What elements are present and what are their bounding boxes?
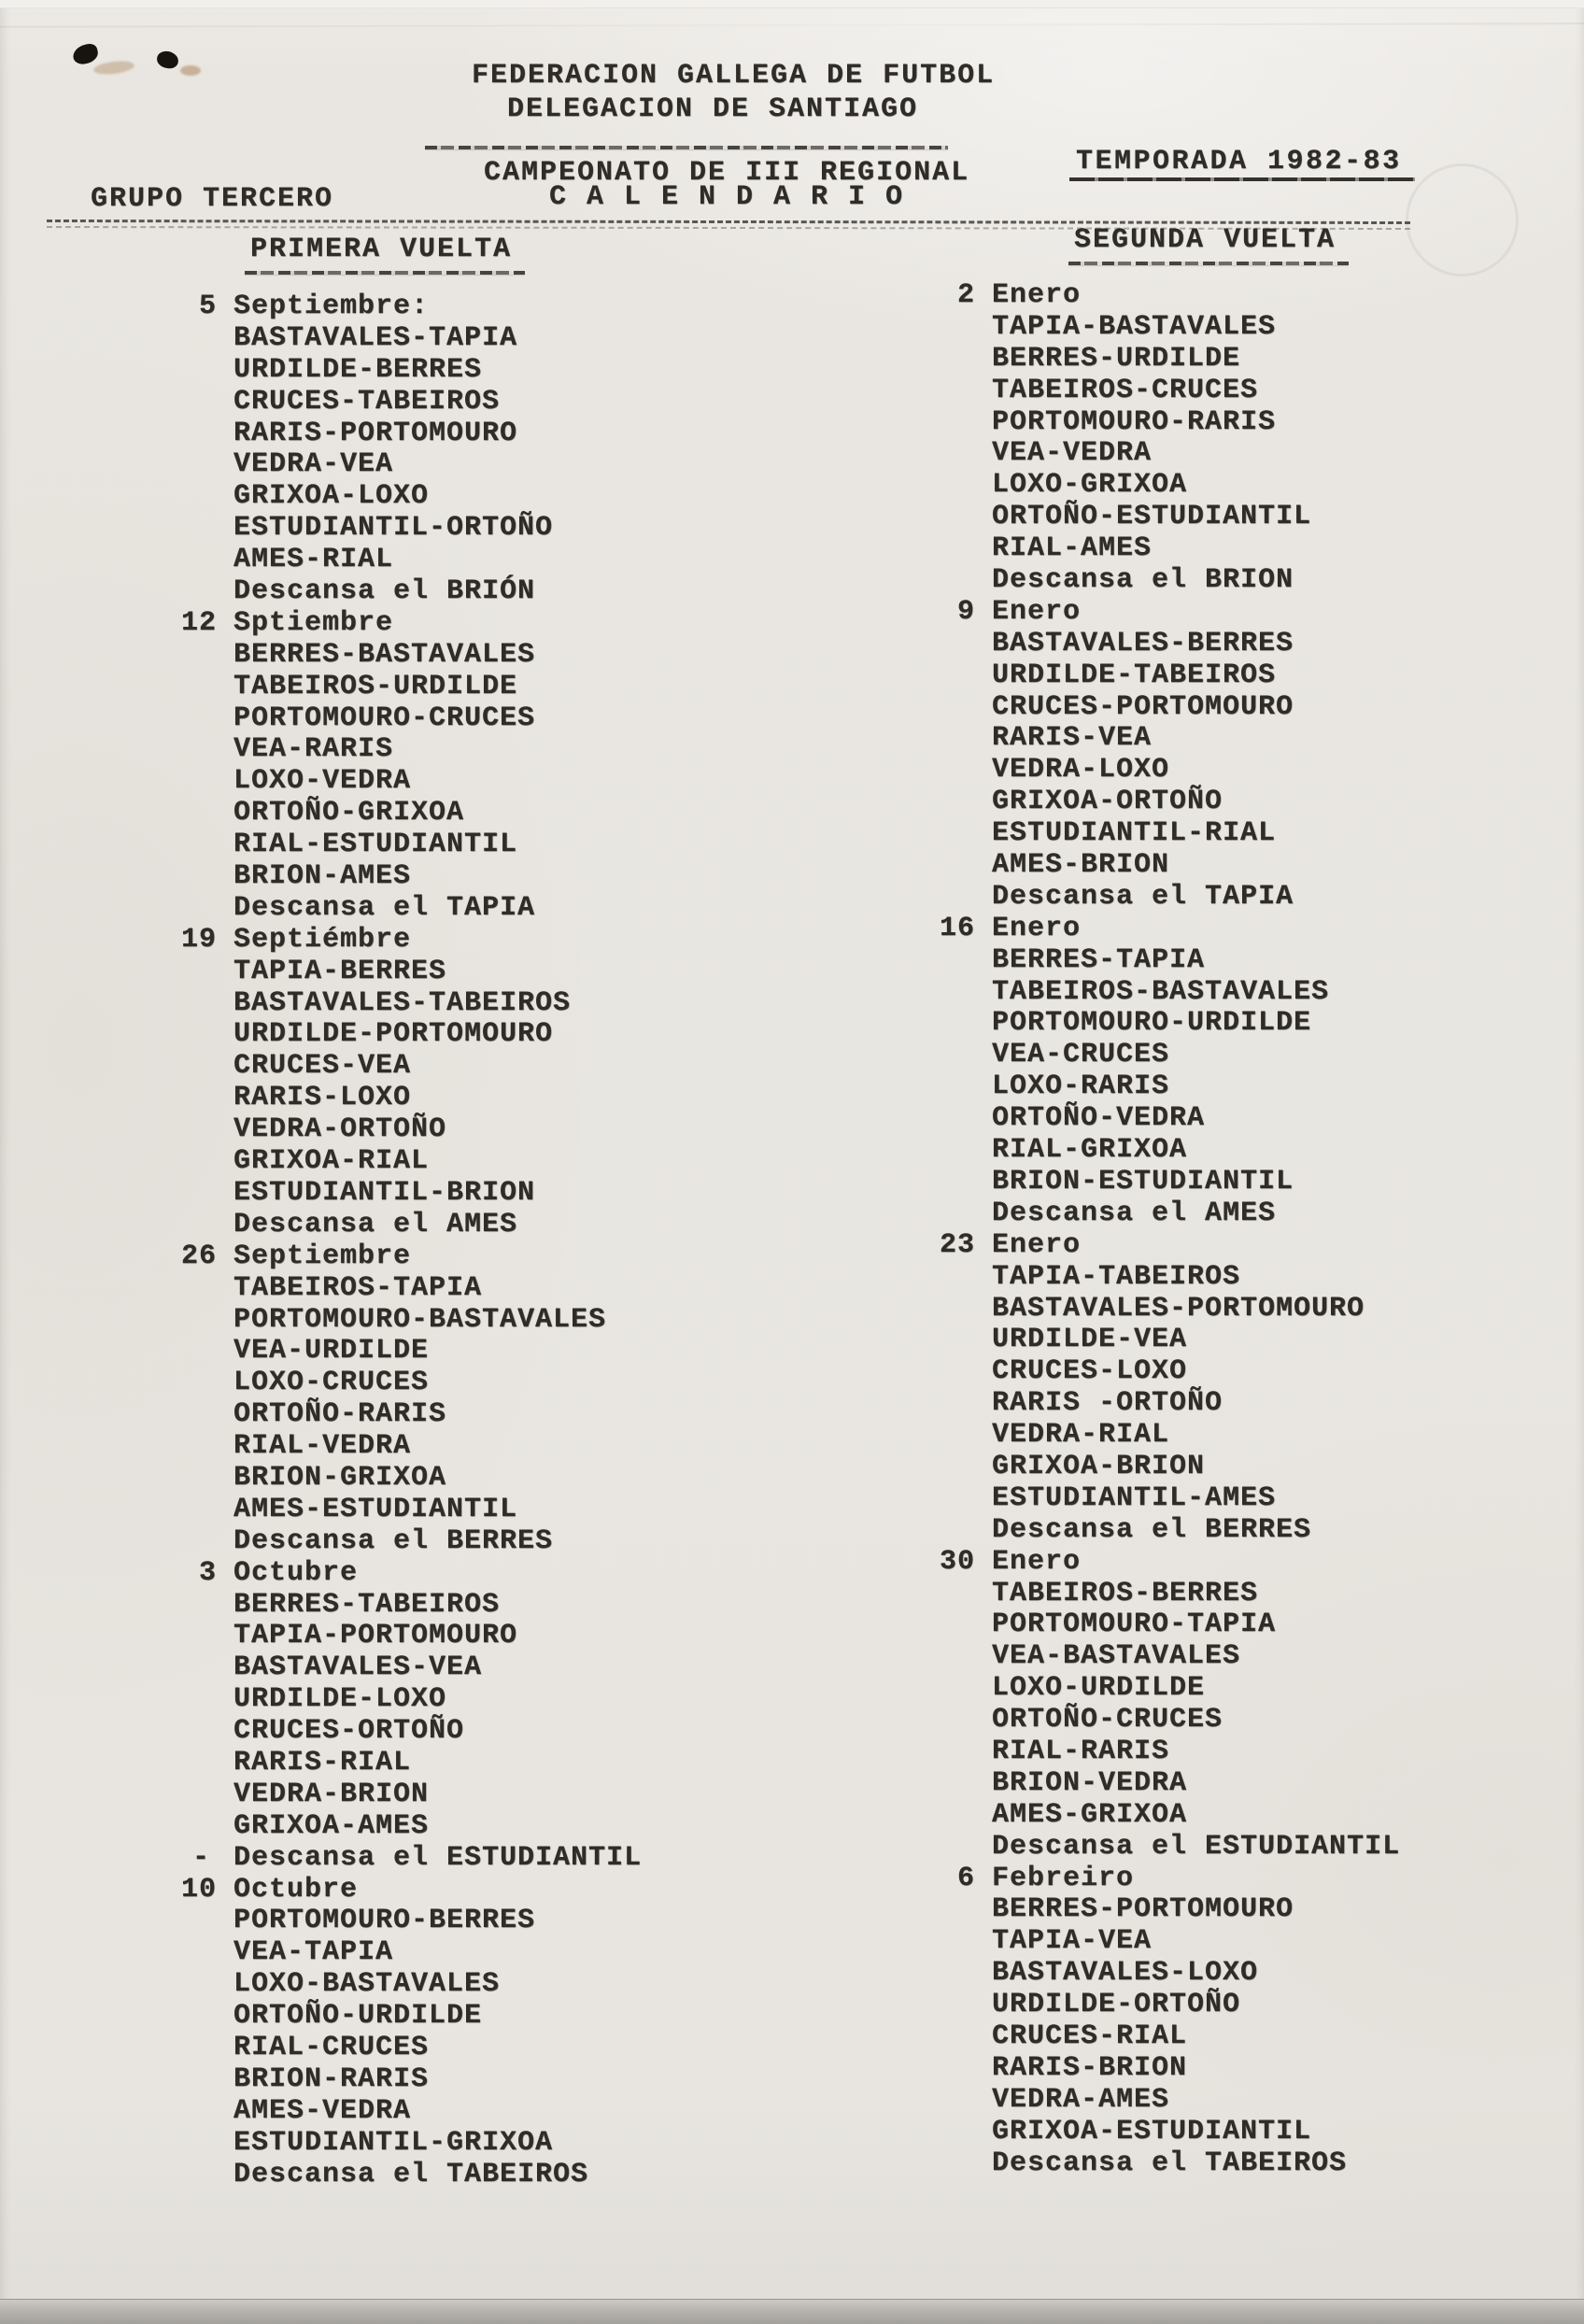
fixture-line: URDILDE-PORTOMOURO [233, 1018, 554, 1051]
fixture-line: TABEIROS-CRUCES [992, 374, 1259, 406]
matchday-header [149, 1558, 785, 1590]
matchday-header [149, 925, 785, 957]
fixture-line: LOXO-RARIS [992, 1070, 1170, 1103]
fixture-line: BERRES-TAPIA [992, 943, 1206, 976]
matchday-header [908, 1863, 1543, 1895]
fixture-line: BERRES-PORTOMOURO [992, 1893, 1294, 1926]
matchday-month: Sptiembre [233, 606, 394, 639]
fixture-line: URDILDE-TABEIROS [992, 659, 1277, 691]
matchday-header [908, 1547, 1543, 1579]
fixture-line: LOXO-GRIXOA [992, 469, 1188, 502]
fixture-line: ORTOÑO-VEDRA [992, 1102, 1206, 1135]
org-name-line2: DELEGACION DE SANTIAGO [507, 93, 919, 125]
fixture-line: RARIS-RIAL [233, 1746, 412, 1778]
matchday-header [908, 1230, 1543, 1262]
fixture-line: VEDRA-ORTOÑO [233, 1113, 447, 1146]
matchday-section [908, 280, 1543, 597]
matchday-number: 9 [956, 595, 975, 628]
page-title: C A L E N D A R I O [549, 181, 905, 213]
matchday-section [908, 1547, 1543, 1863]
rest-line: Descansa el BERRES [992, 1513, 1312, 1546]
fixture-line: CRUCES-RIAL [992, 2019, 1188, 2052]
fixture-line: RIAL-CRUCES [233, 2031, 430, 2063]
fixture-line: RARIS-VEA [992, 722, 1153, 755]
fixture-line: CRUCES-VEA [233, 1050, 412, 1083]
matchday-section [908, 597, 1543, 914]
paper-crease [0, 22, 1584, 28]
fixture-line: TAPIA-BERRES [233, 955, 447, 987]
fixture-line: ESTUDIANTIL-BRION [233, 1176, 536, 1209]
fixture-line: BASTAVALES-TABEIROS [233, 986, 572, 1019]
matchday-header [908, 597, 1543, 629]
matchday-number: 30 [939, 1545, 975, 1578]
fixture-line: URDILDE-VEA [992, 1324, 1188, 1356]
fixture-line: RARIS-LOXO [233, 1082, 412, 1114]
fixture-line: BRION-ESTUDIANTIL [992, 1165, 1294, 1197]
fixture-line: LOXO-CRUCES [233, 1367, 430, 1399]
fixture-line: CRUCES-TABEIROS [233, 385, 501, 418]
matchday-number: 3 [198, 1556, 217, 1589]
fixture-line: BERRES-URDILDE [992, 342, 1241, 375]
fixture-line: ESTUDIANTIL-RIAL [992, 817, 1277, 850]
fixture-line: VEA-TAPIA [233, 1936, 394, 1969]
fixture-line: VEA-RARIS [233, 733, 394, 766]
fixture-line: RIAL-AMES [992, 532, 1153, 565]
underline-rule [245, 271, 525, 275]
matchday-section [908, 1863, 1543, 2180]
matchday-month: Enero [992, 1228, 1082, 1261]
rest-line: Descansa el ESTUDIANTIL [992, 1830, 1401, 1863]
matchday-number: 16 [939, 912, 975, 944]
fixture-line: RIAL-ESTUDIANTIL [233, 829, 518, 861]
group-label: GRUPO TERCERO [91, 183, 334, 215]
rest-line: Descansa el BERRES [233, 1524, 554, 1557]
matchday-number: 26 [180, 1240, 217, 1272]
fixture-line: AMES-RIAL [233, 544, 394, 576]
fixture-line: LOXO-VEDRA [233, 765, 412, 798]
fixture-line: VEDRA-RIAL [992, 1419, 1170, 1452]
fixture-line: TAPIA-PORTOMOURO [233, 1620, 518, 1652]
matchday-month: Enero [992, 595, 1082, 628]
fixture-line: AMES-ESTUDIANTIL [233, 1493, 518, 1525]
matchday-number: 5 [198, 290, 217, 322]
fixture-line: BRION-AMES [233, 860, 412, 893]
matchday-header [149, 1241, 785, 1273]
ring-stain [1406, 163, 1519, 276]
underline-rule [1069, 177, 1415, 181]
fixture-line: RARIS-BRION [992, 2051, 1188, 2084]
fixture-line: URDILDE-BERRES [233, 353, 483, 386]
matchday-section [149, 925, 785, 1241]
matchday-section [908, 1230, 1543, 1547]
rest-line: Descansa el BRION [992, 564, 1294, 597]
rest-line: Descansa el BRIÓN [233, 575, 536, 608]
fixture-line: RARIS-PORTOMOURO [233, 417, 518, 449]
fixture-line: ORTOÑO-CRUCES [992, 1704, 1223, 1736]
fixture-line: TABEIROS-BASTAVALES [992, 975, 1330, 1008]
fixture-line: TAPIA-BASTAVALES [992, 310, 1277, 343]
matchday-month: Septiembre [233, 1240, 412, 1272]
fixture-line: AMES-BRION [992, 849, 1170, 882]
primera-vuelta-column [149, 291, 785, 2190]
fixture-line: PORTOMOURO-BERRES [233, 1905, 536, 1937]
matchday-section [149, 1558, 785, 1875]
fixture-line: BASTAVALES-VEA [233, 1651, 483, 1684]
fixture-line: URDILDE-ORTOÑO [992, 1989, 1241, 2021]
rest-line: Descansa el TABEIROS [992, 2147, 1348, 2179]
fixture-line: GRIXOA-ESTUDIANTIL [992, 2115, 1312, 2147]
fixture-line: AMES-VEDRA [233, 2094, 412, 2127]
matchday-month: Enero [992, 1545, 1082, 1578]
segunda-vuelta-heading: SEGUNDA VUELTA [1074, 224, 1336, 256]
fixture-line: BRION-RARIS [233, 2062, 430, 2095]
fixture-line: ORTOÑO-GRIXOA [233, 797, 465, 829]
matchday-header [149, 1875, 785, 1906]
fixture-line: VEDRA-LOXO [992, 754, 1170, 786]
fixture-line: GRIXOA-ORTOÑO [992, 786, 1223, 818]
fixture-line: GRIXOA-LOXO [233, 480, 430, 513]
matchday-month: Octubre [233, 1556, 359, 1589]
fixture-line: BASTAVALES-BERRES [992, 627, 1294, 659]
fixture-line: BRION-VEDRA [992, 1766, 1188, 1799]
matchday-month: Septiémbre [233, 923, 412, 956]
rest-line: Descansa el TAPIA [992, 880, 1294, 913]
fixture-line: BERRES-TABEIROS [233, 1588, 501, 1621]
fixture-line: VEA-CRUCES [992, 1039, 1170, 1071]
fixture-line: BERRES-BASTAVALES [233, 638, 536, 671]
fixture-line: LOXO-BASTAVALES [233, 1968, 501, 2001]
org-name-line1: FEDERACION GALLEGA DE FUTBOL [472, 60, 996, 92]
fixture-line: ORTOÑO-ESTUDIANTIL [992, 501, 1312, 533]
fixture-line: BASTAVALES-TAPIA [233, 321, 518, 354]
matchday-number: 23 [939, 1228, 975, 1261]
matchday-header [149, 291, 785, 323]
fixture-line: BRION-GRIXOA [233, 1461, 447, 1494]
matchday-number: 2 [956, 279, 975, 311]
fixture-line: PORTOMOURO-RARIS [992, 405, 1277, 438]
paper-bottom-edge [0, 2299, 1584, 2324]
fixture-line: ESTUDIANTIL-ORTOÑO [233, 512, 554, 545]
rest-line: Descansa el AMES [992, 1197, 1277, 1229]
matchday-number: 19 [180, 923, 217, 956]
matchday-header [908, 280, 1543, 312]
season-label: TEMPORADA 1982-83 [1076, 146, 1402, 177]
fixture-line: BASTAVALES-LOXO [992, 1957, 1259, 1990]
underline-rule [1068, 262, 1349, 265]
matchday-number: 10 [180, 1873, 217, 1906]
fixture-line: PORTOMOURO-CRUCES [233, 701, 536, 734]
fixture-line: VEA-VEDRA [992, 437, 1153, 470]
matchday-number: 12 [180, 606, 217, 639]
matchday-month: Febreiro [992, 1862, 1135, 1894]
matchday-section [149, 291, 785, 608]
matchday-section [149, 1241, 785, 1558]
matchday-month: Enero [992, 912, 1082, 944]
underline-rule [425, 146, 948, 149]
fixture-line: ORTOÑO-URDILDE [233, 2000, 483, 2033]
rest-line: Descansa el AMES [233, 1208, 518, 1240]
matchday-header [908, 914, 1543, 945]
fixture-line: AMES-GRIXOA [992, 1798, 1188, 1831]
primera-vuelta-heading: PRIMERA VUELTA [250, 234, 513, 265]
margin-dash-mark: - [192, 1841, 211, 1874]
fixture-line: GRIXOA-AMES [233, 1809, 430, 1842]
fixture-line: LOXO-URDILDE [992, 1672, 1206, 1705]
matchday-month: Enero [992, 279, 1082, 311]
fixture-line: BASTAVALES-PORTOMOURO [992, 1292, 1365, 1325]
ink-smudge [92, 59, 134, 76]
fixture-line: VEDRA-VEA [233, 448, 394, 481]
fixture-line: VEA-URDILDE [233, 1335, 430, 1367]
matchday-number: 6 [956, 1862, 975, 1894]
fixture-line: ESTUDIANTIL-AMES [992, 1481, 1277, 1514]
fixture-line: GRIXOA-RIAL [233, 1145, 430, 1178]
fixture-line: TABEIROS-URDILDE [233, 670, 518, 702]
fixture-line: VEDRA-BRION [233, 1778, 430, 1810]
fixture-line: RIAL-RARIS [992, 1735, 1170, 1767]
ink-blob [156, 50, 180, 69]
ink-blob [71, 42, 100, 66]
paper-top-edge [0, 0, 1584, 8]
championship-line: CAMPEONATO DE III REGIONAL [484, 157, 970, 189]
fixture-line: PORTOMOURO-BASTAVALES [233, 1303, 607, 1336]
fixture-line: CRUCES-LOXO [992, 1355, 1188, 1388]
fixture-line: TABEIROS-TAPIA [233, 1271, 483, 1304]
matchday-section [149, 1875, 785, 2191]
fixture-line: PORTOMOURO-URDILDE [992, 1007, 1312, 1040]
matchday-header [149, 608, 785, 640]
fixture-line: GRIXOA-BRION [992, 1450, 1206, 1482]
fixture-line: ESTUDIANTIL-GRIXOA [233, 2126, 554, 2159]
rest-line: Descansa el TAPIA [233, 891, 536, 924]
fixture-line: RIAL-VEDRA [233, 1430, 412, 1463]
fixture-line: VEDRA-AMES [992, 2083, 1170, 2116]
rest-line: - Descansa el ESTUDIANTIL [192, 1841, 643, 1874]
fixture-line: VEA-BASTAVALES [992, 1640, 1241, 1673]
rest-line: Descansa el TABEIROS [233, 2158, 589, 2190]
segunda-vuelta-column [908, 280, 1543, 2179]
matchday-month: Octubre [233, 1873, 359, 1906]
ink-smudge [180, 65, 201, 76]
fixture-line: TAPIA-TABEIROS [992, 1260, 1241, 1293]
fixture-line: ORTOÑO-RARIS [233, 1398, 447, 1431]
fixture-line: TAPIA-VEA [992, 1925, 1153, 1958]
fixture-line: RIAL-GRIXOA [992, 1134, 1188, 1167]
matchday-section [149, 608, 785, 925]
fixture-line: CRUCES-ORTOÑO [233, 1715, 465, 1748]
fixture-line: PORTOMOURO-TAPIA [992, 1608, 1277, 1641]
fixture-line: URDILDE-LOXO [233, 1683, 447, 1716]
fixture-line: RARIS -ORTOÑO [992, 1387, 1223, 1420]
fixture-line: CRUCES-PORTOMOURO [992, 690, 1294, 723]
matchday-section [908, 914, 1543, 1230]
fixture-line: TABEIROS-BERRES [992, 1577, 1259, 1609]
matchday-month: Septiembre: [233, 290, 430, 322]
